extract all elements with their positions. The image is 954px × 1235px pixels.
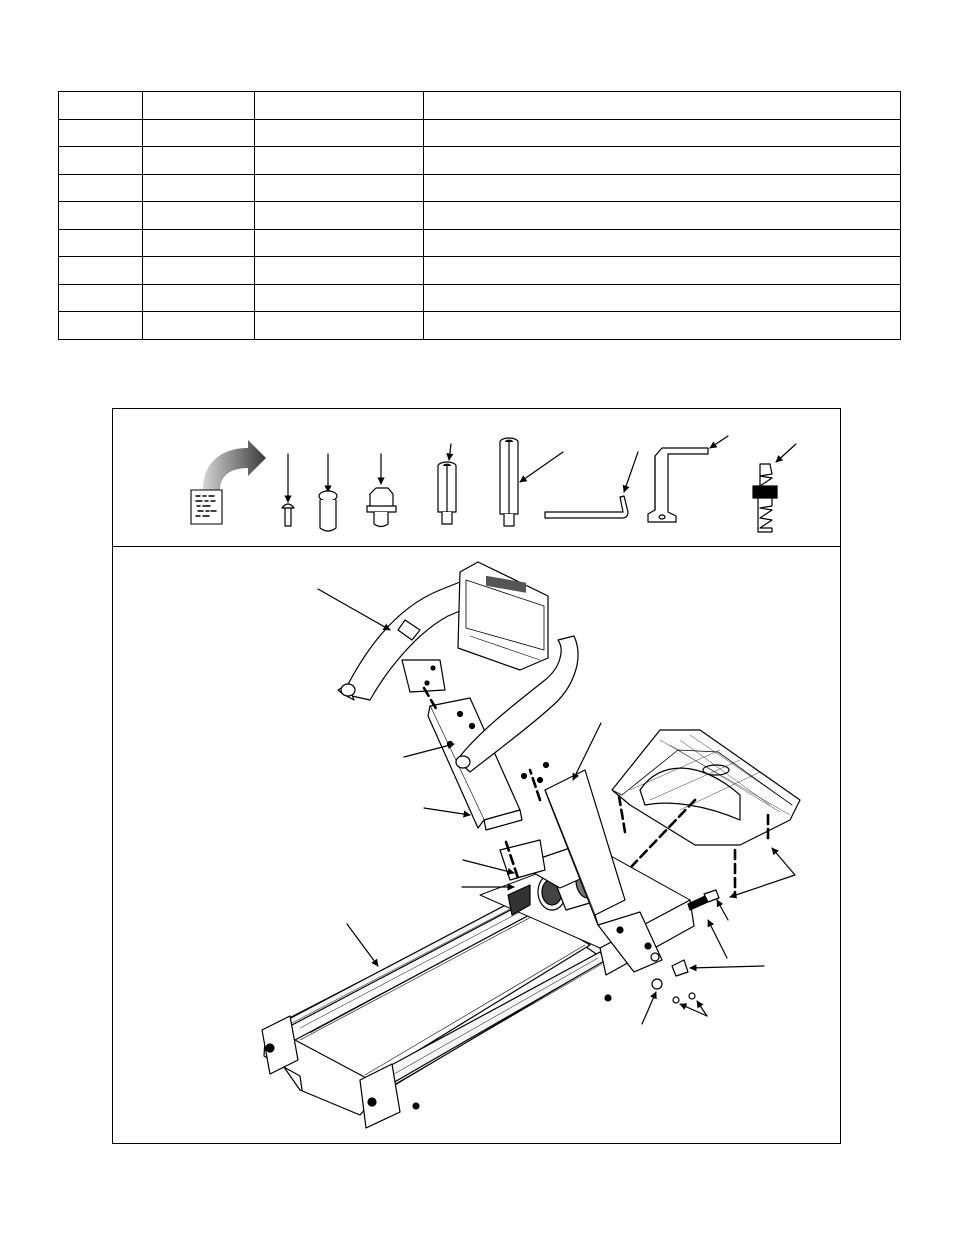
flange-bolt-icon <box>319 454 337 531</box>
allen-wrench-icon <box>545 452 638 518</box>
hex-bolt-icon <box>367 454 396 527</box>
bracket-icon <box>648 436 728 522</box>
hose-barb-icon <box>753 444 796 532</box>
treadmill-base-icon <box>262 850 694 1128</box>
short-standoff-icon <box>438 444 456 524</box>
hardware-bag-icon <box>191 440 266 524</box>
motor-hood-icon <box>612 730 800 845</box>
button-head-screw-icon <box>282 454 294 526</box>
